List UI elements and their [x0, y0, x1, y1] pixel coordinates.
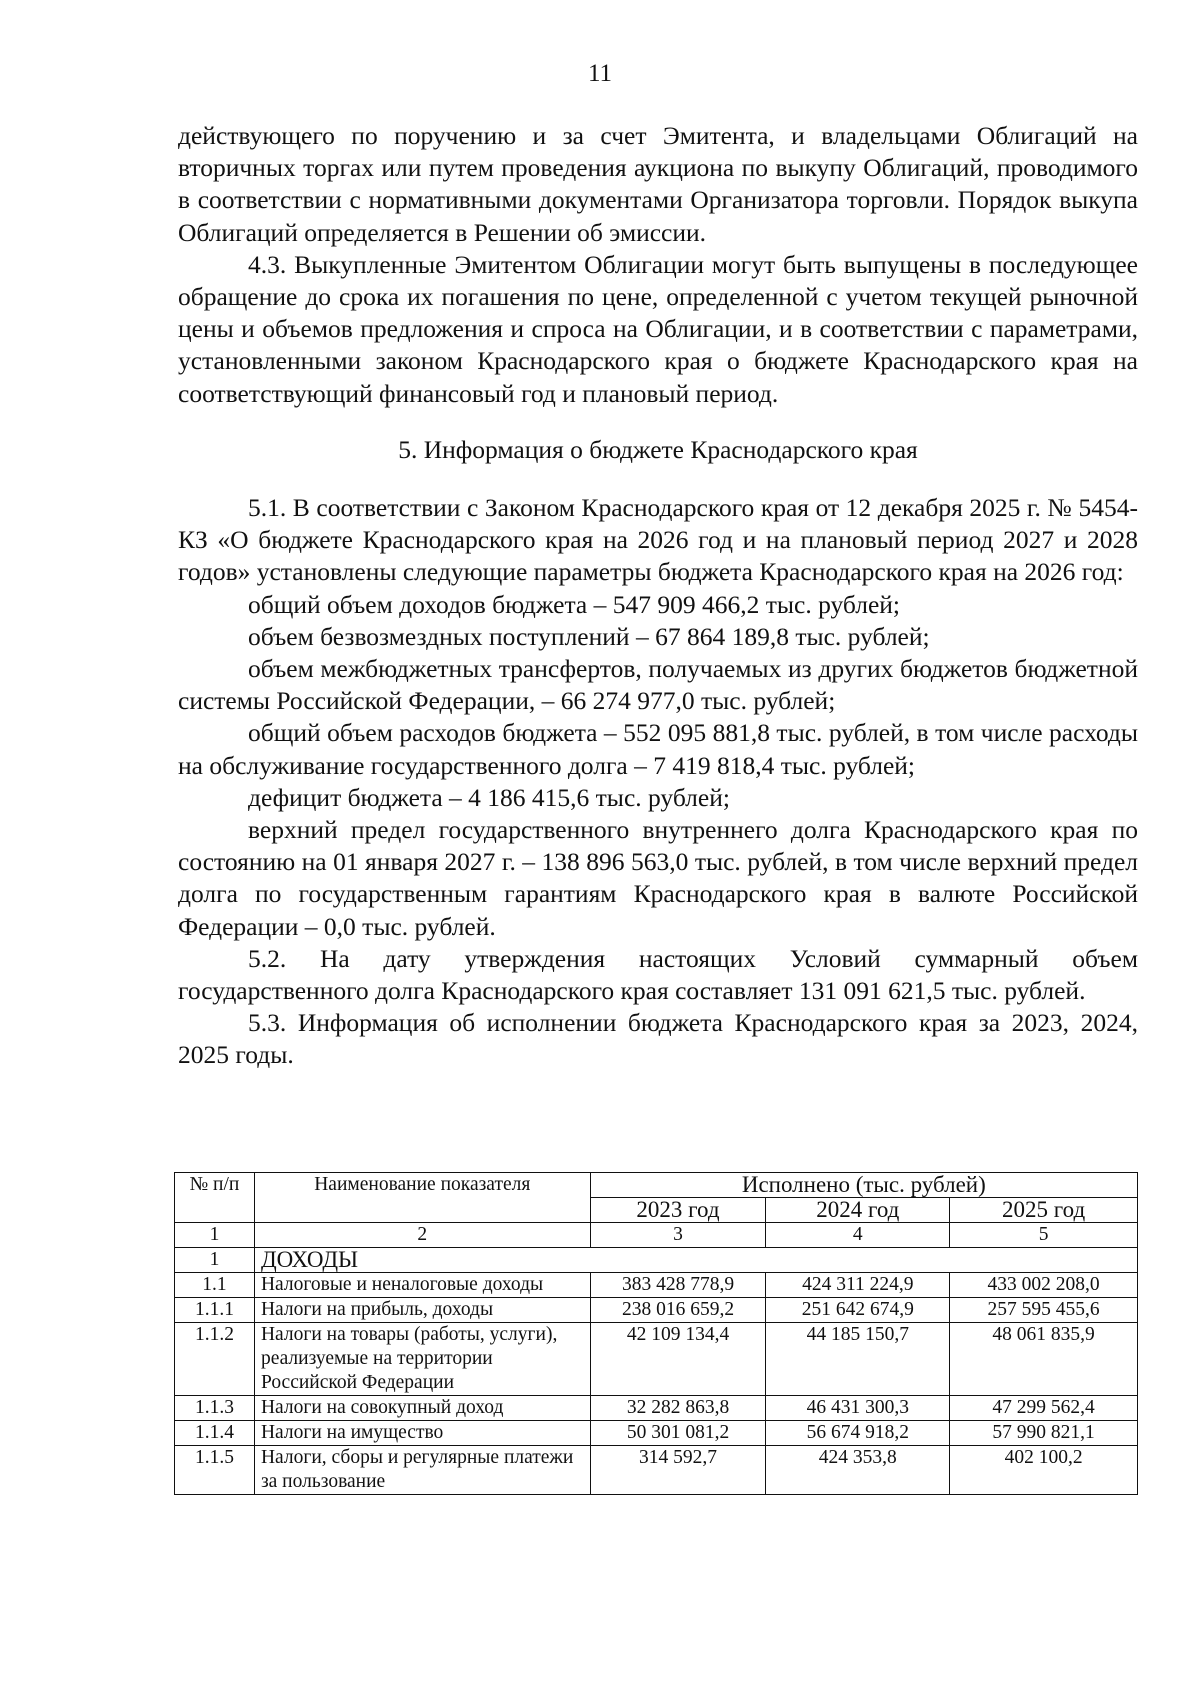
- header-year-2024: 2024 год: [766, 1198, 950, 1223]
- value-2025: 433 002 208,0: [950, 1273, 1138, 1298]
- budget-income: общий объем доходов бюджета – 547 909 466,2 тыс. рублей;: [248, 589, 901, 619]
- section-heading: 5. Информация о бюджете Краснодарского края: [398, 434, 918, 464]
- table-column-numbers-row: [175, 1223, 1138, 1248]
- row-number: 1.1.2: [175, 1323, 255, 1396]
- value-2025: 57 990 821,1: [950, 1421, 1138, 1446]
- value-2025: 257 595 455,6: [950, 1298, 1138, 1323]
- budget-gratuitous: объем безвозмездных поступлений – 67 864 189,8 тыс. рублей;: [248, 621, 930, 651]
- value-2024: 424 353,8: [766, 1446, 950, 1495]
- column-number: 1: [175, 1223, 255, 1248]
- value-2025: 48 061 835,9: [950, 1323, 1138, 1396]
- header-year-2023: 2023 год: [590, 1198, 766, 1223]
- paragraph-5-2: 5.2. На дату утверждения настоящих Условий суммарный объем государственного долга Краснодарского края составляет 131 091 621,5 тыс. рублей.: [178, 943, 1138, 1006]
- row-number: 1.1.4: [175, 1421, 255, 1446]
- value-2024: 424 311 224,9: [766, 1273, 950, 1298]
- header-number: № п/п: [175, 1173, 255, 1223]
- column-number: 2: [254, 1223, 590, 1248]
- table-row: [175, 1298, 1138, 1323]
- value-2024: 44 185 150,7: [766, 1323, 950, 1396]
- row-name: Налоги на имущество: [254, 1421, 590, 1446]
- budget-transfers: объем межбюджетных трансфертов, получаемых из других бюджетов бюджетной системы Российской Федерации, – 66 274 977,0 тыс. рублей;: [178, 654, 1138, 716]
- table-row: [175, 1273, 1138, 1298]
- budget-debt-limit: верхний предел государственного внутреннего долга Краснодарского края по состоянию на 01 января 2027 г. – 138 896 563,0 тыс. рублей, в том числе верхний предел долга по государственным гарантиям Краснодарского края в валюте Российской Федерации – 0,0 тыс. рублей.: [178, 815, 1138, 941]
- row-number: 1.1.1: [175, 1298, 255, 1323]
- row-number: 1.1.5: [175, 1446, 255, 1495]
- value-2023: 50 301 081,2: [590, 1421, 766, 1446]
- row-name: Налоги на товары (работы, услуги), реализуемые на территории Российской Федерации: [254, 1323, 590, 1396]
- row-name: Налоги на совокупный доход: [254, 1396, 590, 1421]
- table-row: [175, 1396, 1138, 1421]
- document-body: [178, 120, 1138, 1072]
- paragraph-5-3: 5.3. Информация об исполнении бюджета Краснодарского края за 2023, 2024, 2025 годы.: [178, 1008, 1138, 1070]
- value-2025: 47 299 562,4: [950, 1396, 1138, 1421]
- page-number: 11: [587, 60, 613, 87]
- header-executed: Исполнено (тыс. рублей): [590, 1173, 1137, 1198]
- paragraph-4-3: 4.3. Выкупленные Эмитентом Облигации могут быть выпущены в последующее обращение до срока их погашения по цене, определенной с учетом текущей рыночной цены и объемов предложения и спроса на Облигации, и в соответствии с параметрами, установленными законом Краснодарского края о бюджете Краснодарского края на соответствующий финансовый год и плановый период.: [178, 249, 1138, 408]
- value-2023: 32 282 863,8: [590, 1396, 766, 1421]
- header-indicator-name: Наименование показателя: [254, 1173, 590, 1223]
- row-number: 1.1.3: [175, 1396, 255, 1421]
- value-2023: 314 592,7: [590, 1446, 766, 1495]
- column-number: 5: [950, 1223, 1138, 1248]
- value-2024: 251 642 674,9: [766, 1298, 950, 1323]
- table-row: [175, 1323, 1138, 1396]
- row-name: ДОХОДЫ: [254, 1248, 1137, 1273]
- row-number: 1.1: [175, 1273, 255, 1298]
- table-header-row: [175, 1173, 1138, 1198]
- column-number: 3: [590, 1223, 766, 1248]
- table-row: [175, 1446, 1138, 1495]
- header-year-2025: 2025 год: [950, 1198, 1138, 1223]
- value-2023: 42 109 134,4: [590, 1323, 766, 1396]
- column-number: 4: [766, 1223, 950, 1248]
- value-2025: 402 100,2: [950, 1446, 1138, 1495]
- paragraph-1: действующего по поручению и за счет Эмитента, и владельцами Облигаций на вторичных торгах или путем проведения аукциона по выкупу Облигаций, проводимого в соответствии с нормативными документами Организатора торговли. Порядок выкупа Облигаций определяется в Решении об эмиссии.: [178, 121, 1138, 247]
- row-name: Налоги, сборы и регулярные платежи за пользование: [254, 1446, 590, 1495]
- paragraph-5-1: 5.1. В соответствии с Законом Краснодарского края от 12 декабря 2025 г. № 5454-КЗ «О бюджете Краснодарского края на 2026 год и на плановый период 2027 и 2028 годов» установлены следующие параметры бюджета Краснодарского края на 2026 год:: [178, 493, 1138, 587]
- table-row: [175, 1421, 1138, 1446]
- budget-deficit: дефицит бюджета – 4 186 415,6 тыс. рублей;: [248, 782, 730, 812]
- row-name: Налоги на прибыль, доходы: [254, 1298, 590, 1323]
- table-row: [175, 1248, 1138, 1273]
- row-number: 1: [175, 1248, 255, 1273]
- budget-execution-table: [174, 1172, 1138, 1495]
- budget-expenses: общий объем расходов бюджета – 552 095 881,8 тыс. рублей, в том числе расходы на обслуживание государственного долга – 7 419 818,4 тыс. рублей;: [178, 718, 1138, 780]
- row-name: Налоговые и неналоговые доходы: [254, 1273, 590, 1298]
- value-2024: 46 431 300,3: [766, 1396, 950, 1421]
- value-2024: 56 674 918,2: [766, 1421, 950, 1446]
- value-2023: 238 016 659,2: [590, 1298, 766, 1323]
- value-2023: 383 428 778,9: [590, 1273, 766, 1298]
